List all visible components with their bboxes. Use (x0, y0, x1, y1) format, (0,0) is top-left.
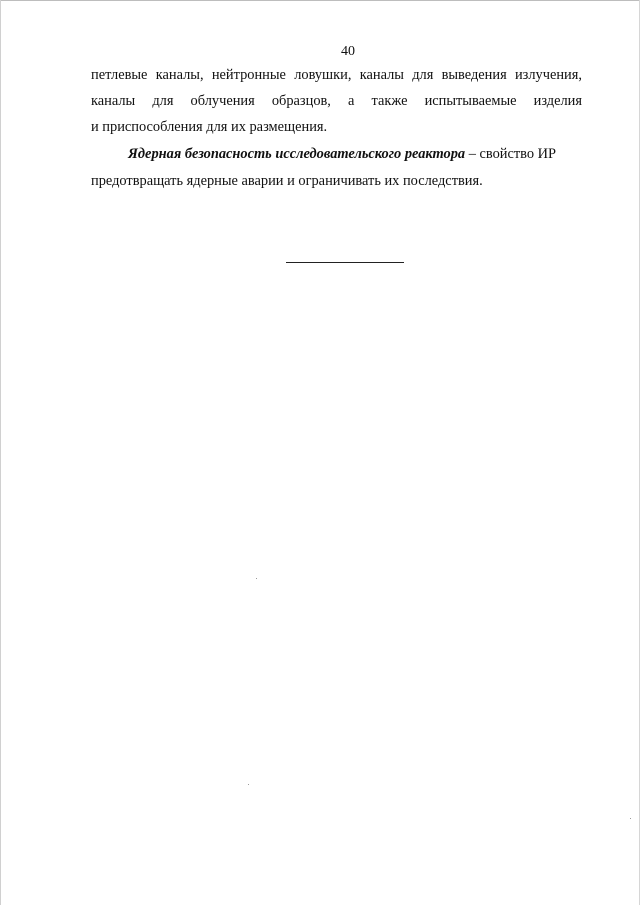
word: каналы, (155, 67, 204, 83)
word: выведения (441, 67, 507, 83)
page-number: 40 (341, 44, 355, 59)
word: испытываемые (424, 93, 517, 109)
word: облучения (190, 93, 255, 109)
scan-edge-top (0, 0, 640, 1)
scan-speck (248, 784, 249, 785)
definition-term: Ядерная безопасность исследовательского реактора (128, 146, 466, 162)
paragraph-line-5: предотвращать ядерные аварии и ограничивать их последствия. (91, 173, 483, 189)
word: для (152, 93, 174, 109)
word: образцов, (271, 93, 331, 109)
paragraph-line-3: и приспособления для их размещения. (91, 119, 328, 135)
word: изделия (533, 93, 582, 109)
word: нейтронные (211, 67, 286, 83)
end-separator-rule (286, 262, 404, 263)
word: а (348, 93, 355, 109)
scan-edge-left (0, 0, 1, 905)
definition-text: – свойство ИР (465, 146, 557, 162)
word: также (371, 93, 408, 109)
paragraph-line-1 (91, 66, 582, 84)
paragraph-line-2 (91, 92, 582, 110)
scan-speck (256, 578, 257, 579)
definition-line (128, 145, 582, 163)
word: каналы (359, 67, 404, 83)
word: ловушки, (294, 67, 352, 83)
word: петлевые (91, 67, 148, 83)
word: излучения, (514, 67, 582, 83)
scan-speck (630, 818, 631, 819)
word: каналы (91, 93, 136, 109)
word: для (412, 67, 434, 83)
